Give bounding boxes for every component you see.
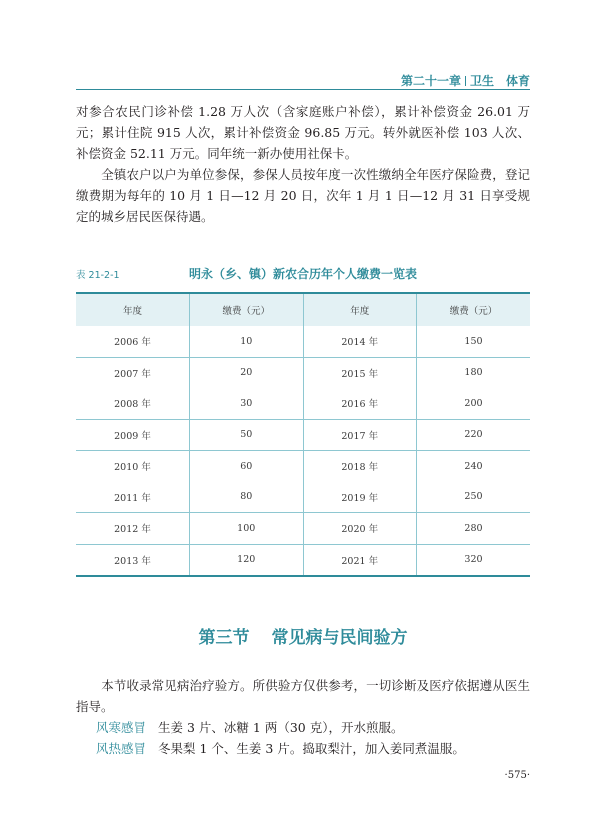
remedy-item: [96, 738, 465, 759]
table-cell: 240: [417, 451, 531, 482]
section-title: 常见病与民间验方: [271, 628, 408, 648]
table-cell: 200: [417, 388, 531, 419]
table-number: 表 21-2-1: [76, 270, 120, 281]
table-cell: 20: [190, 357, 304, 388]
remedy-text: 生姜 3 片、冰糖 1 两（30 克），开水煎服。: [158, 720, 404, 735]
table-cell: 10: [190, 326, 304, 357]
table-cell: 320: [417, 544, 531, 576]
header-fee-1: 缴费（元）: [190, 293, 304, 326]
table-row: [76, 326, 530, 357]
table-row: [76, 544, 530, 576]
page-number: ·575·: [504, 770, 530, 781]
table-cell: 2017 年: [303, 419, 417, 451]
section-heading: [76, 623, 530, 648]
remedy-term: 风热感冒: [96, 741, 147, 756]
table-cell: 2011 年: [76, 482, 190, 513]
paragraph-2: 全镇农户以户为单位参保，参保人员按年度一次性缴纳全年医疗保险费，登记缴费期为每年的 10 月 1 日—12 月 20 日，次年 1 月 1 日—12 月 31 日享受规定的城乡居民医保待遇。: [76, 167, 530, 224]
table-cell: 50: [190, 419, 304, 451]
table-row: [76, 419, 530, 451]
table-cell: 150: [417, 326, 531, 357]
table-cell: 2006 年: [76, 326, 190, 357]
table-cell: 2013 年: [114, 555, 151, 567]
table-cell: 2008 年: [76, 388, 190, 419]
running-head: [400, 72, 530, 88]
paragraph-1: 对参合农民门诊补偿 1.28 万人次（含家庭账户补偿），累计补偿资金 26.01 万元；累计住院 915 人次，累计补偿资金 96.85 万元。转外就医补偿 103 人次、补偿资金 52.11 万元。同年统一新办使用社保卡。: [76, 104, 530, 161]
table-row: [76, 357, 530, 388]
table-row: [76, 451, 530, 482]
remedy-text: 冬果梨 1 个、生姜 3 片。捣取梨汁，加入姜同煮温服。: [158, 741, 465, 756]
table-header-row: [76, 293, 530, 326]
table-cell: 30: [190, 388, 304, 419]
remedy-term: 风寒感冒: [96, 720, 147, 735]
table-cell: 2010 年: [114, 462, 151, 474]
table-cell: 2021 年: [303, 544, 417, 576]
table-cell: 100: [190, 513, 304, 545]
header-rule: [76, 89, 530, 90]
table-cell: 80: [190, 482, 304, 513]
table-row: [76, 388, 530, 419]
table-cell: 60: [190, 451, 304, 482]
table-cell: 2020 年: [303, 513, 417, 545]
running-head-separator: [465, 76, 466, 86]
header-fee-2: 缴费（元）: [417, 293, 531, 326]
table-cell: 2015 年: [303, 357, 417, 388]
table-cell: 250: [417, 482, 531, 513]
header-year-1: 年度: [76, 293, 190, 326]
table-cell: 2018 年: [303, 451, 417, 482]
table-cell: 120: [190, 544, 304, 576]
section-intro: 本节收录常见病治疗验方。所供验方仅供参考，一切诊断及医疗依据遵从医生指导。: [76, 678, 530, 714]
running-head-topic: 卫生 体育: [469, 74, 530, 88]
section-number: 第三节: [198, 628, 250, 648]
table-cell: 2012 年: [76, 513, 190, 545]
fee-table: [76, 292, 530, 577]
table-row: [76, 482, 530, 513]
table-cell: 2016 年: [303, 388, 417, 419]
remedy-item: [96, 717, 403, 738]
running-head-chapter: 第二十一章: [400, 74, 461, 88]
table-cell: 2007 年: [114, 368, 151, 380]
table-cell: 220: [417, 419, 531, 451]
table-title: 明永（乡、镇）新农合历年个人缴费一览表: [188, 267, 417, 281]
table-cell: 2014 年: [303, 326, 417, 357]
table-cell: 2019 年: [303, 482, 417, 513]
table-row: [76, 513, 530, 545]
header-year-2: 年度: [303, 293, 417, 326]
table-cell: 180: [417, 357, 531, 388]
table-cell: 2009 年: [76, 419, 190, 451]
table-cell: 280: [417, 513, 531, 545]
